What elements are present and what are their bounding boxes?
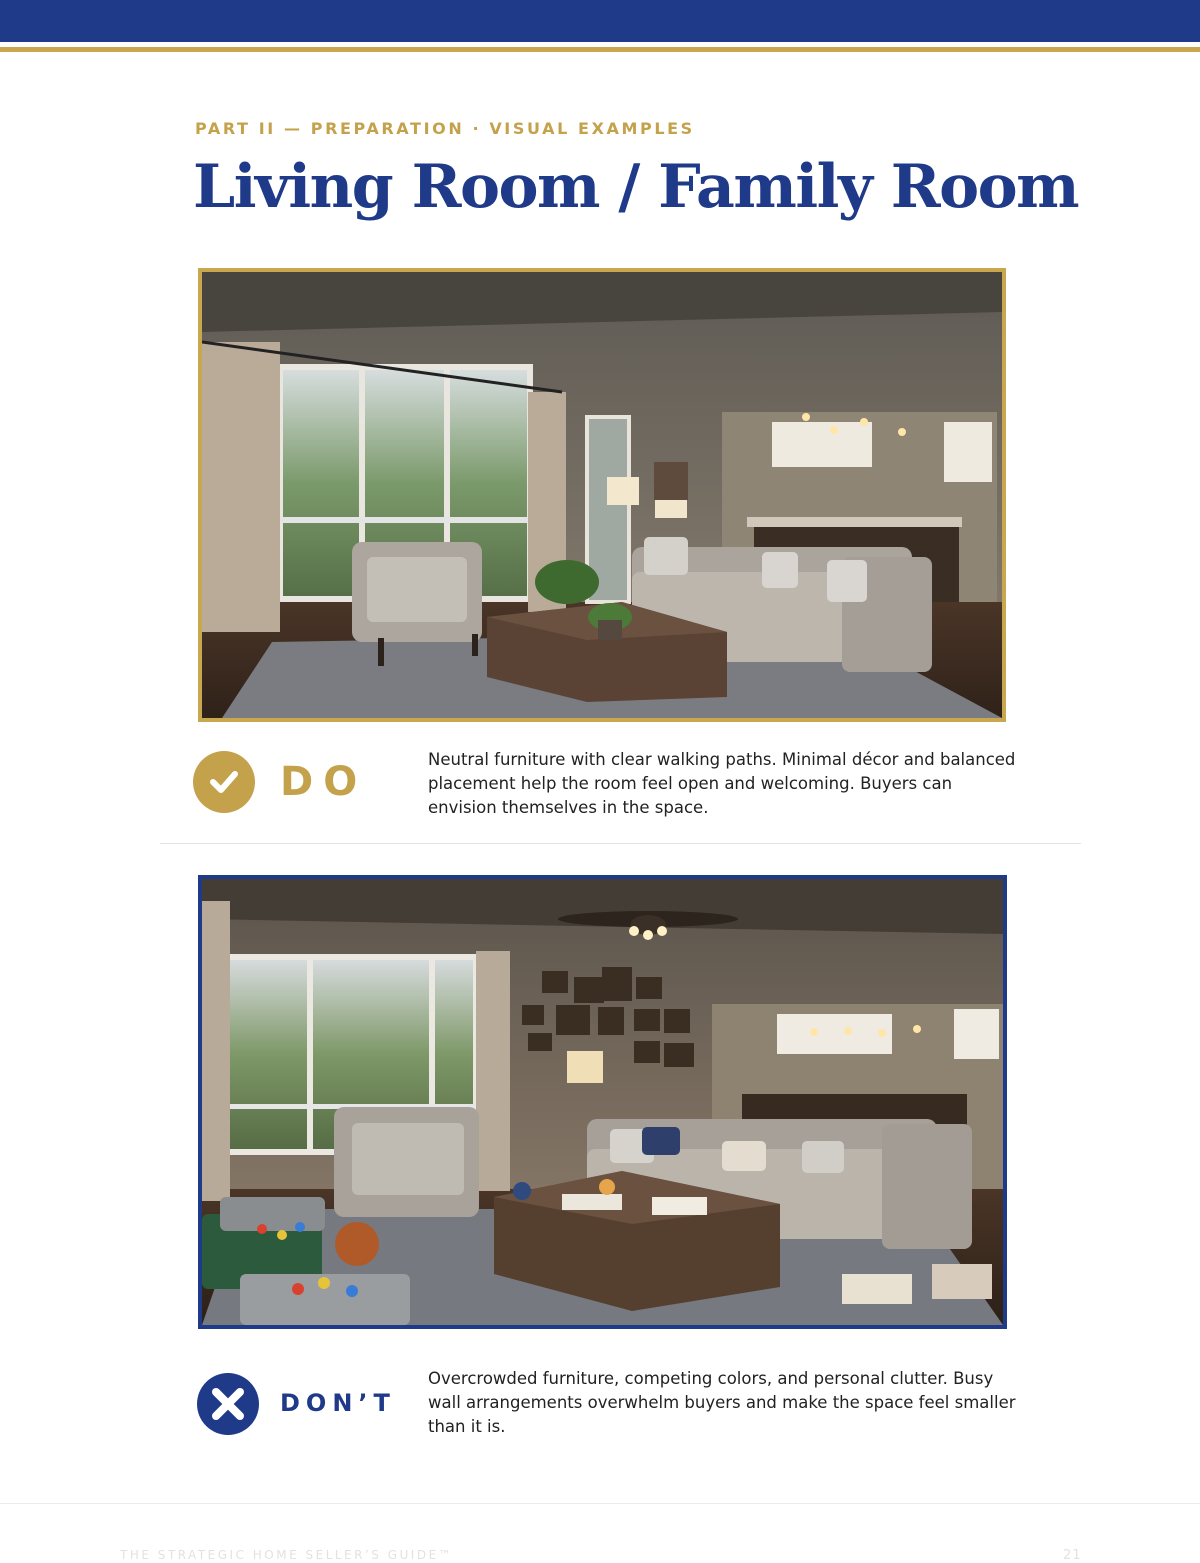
page-number: 21 xyxy=(1063,1548,1082,1563)
dont-label: DON’T xyxy=(280,1389,396,1417)
section-kicker: PART II — PREPARATION · VISUAL EXAMPLES xyxy=(195,119,695,138)
top-gold-rule xyxy=(0,47,1200,52)
footer-guide-name: THE STRATEGIC HOME SELLER’S GUIDE™ xyxy=(120,1548,454,1562)
do-living-room-photo xyxy=(198,268,1006,722)
x-icon xyxy=(197,1373,259,1435)
page-title: Living Room / Family Room xyxy=(193,152,1079,222)
do-label: DO xyxy=(280,759,368,805)
section-divider xyxy=(160,843,1081,844)
check-icon xyxy=(193,751,255,813)
dont-living-room-photo xyxy=(198,875,1007,1329)
top-header-band xyxy=(0,0,1200,42)
footer-rule xyxy=(0,1503,1200,1504)
dont-description: Overcrowded furniture, competing colors, and personal clutter. Busy wall arrangements overwhelm buyers and make the space feel smaller than it is. xyxy=(428,1369,1016,1436)
do-description: Neutral furniture with clear walking paths. Minimal décor and balanced placement help the room feel open and welcoming. Buyers can envision themselves in the space. xyxy=(428,750,1016,817)
